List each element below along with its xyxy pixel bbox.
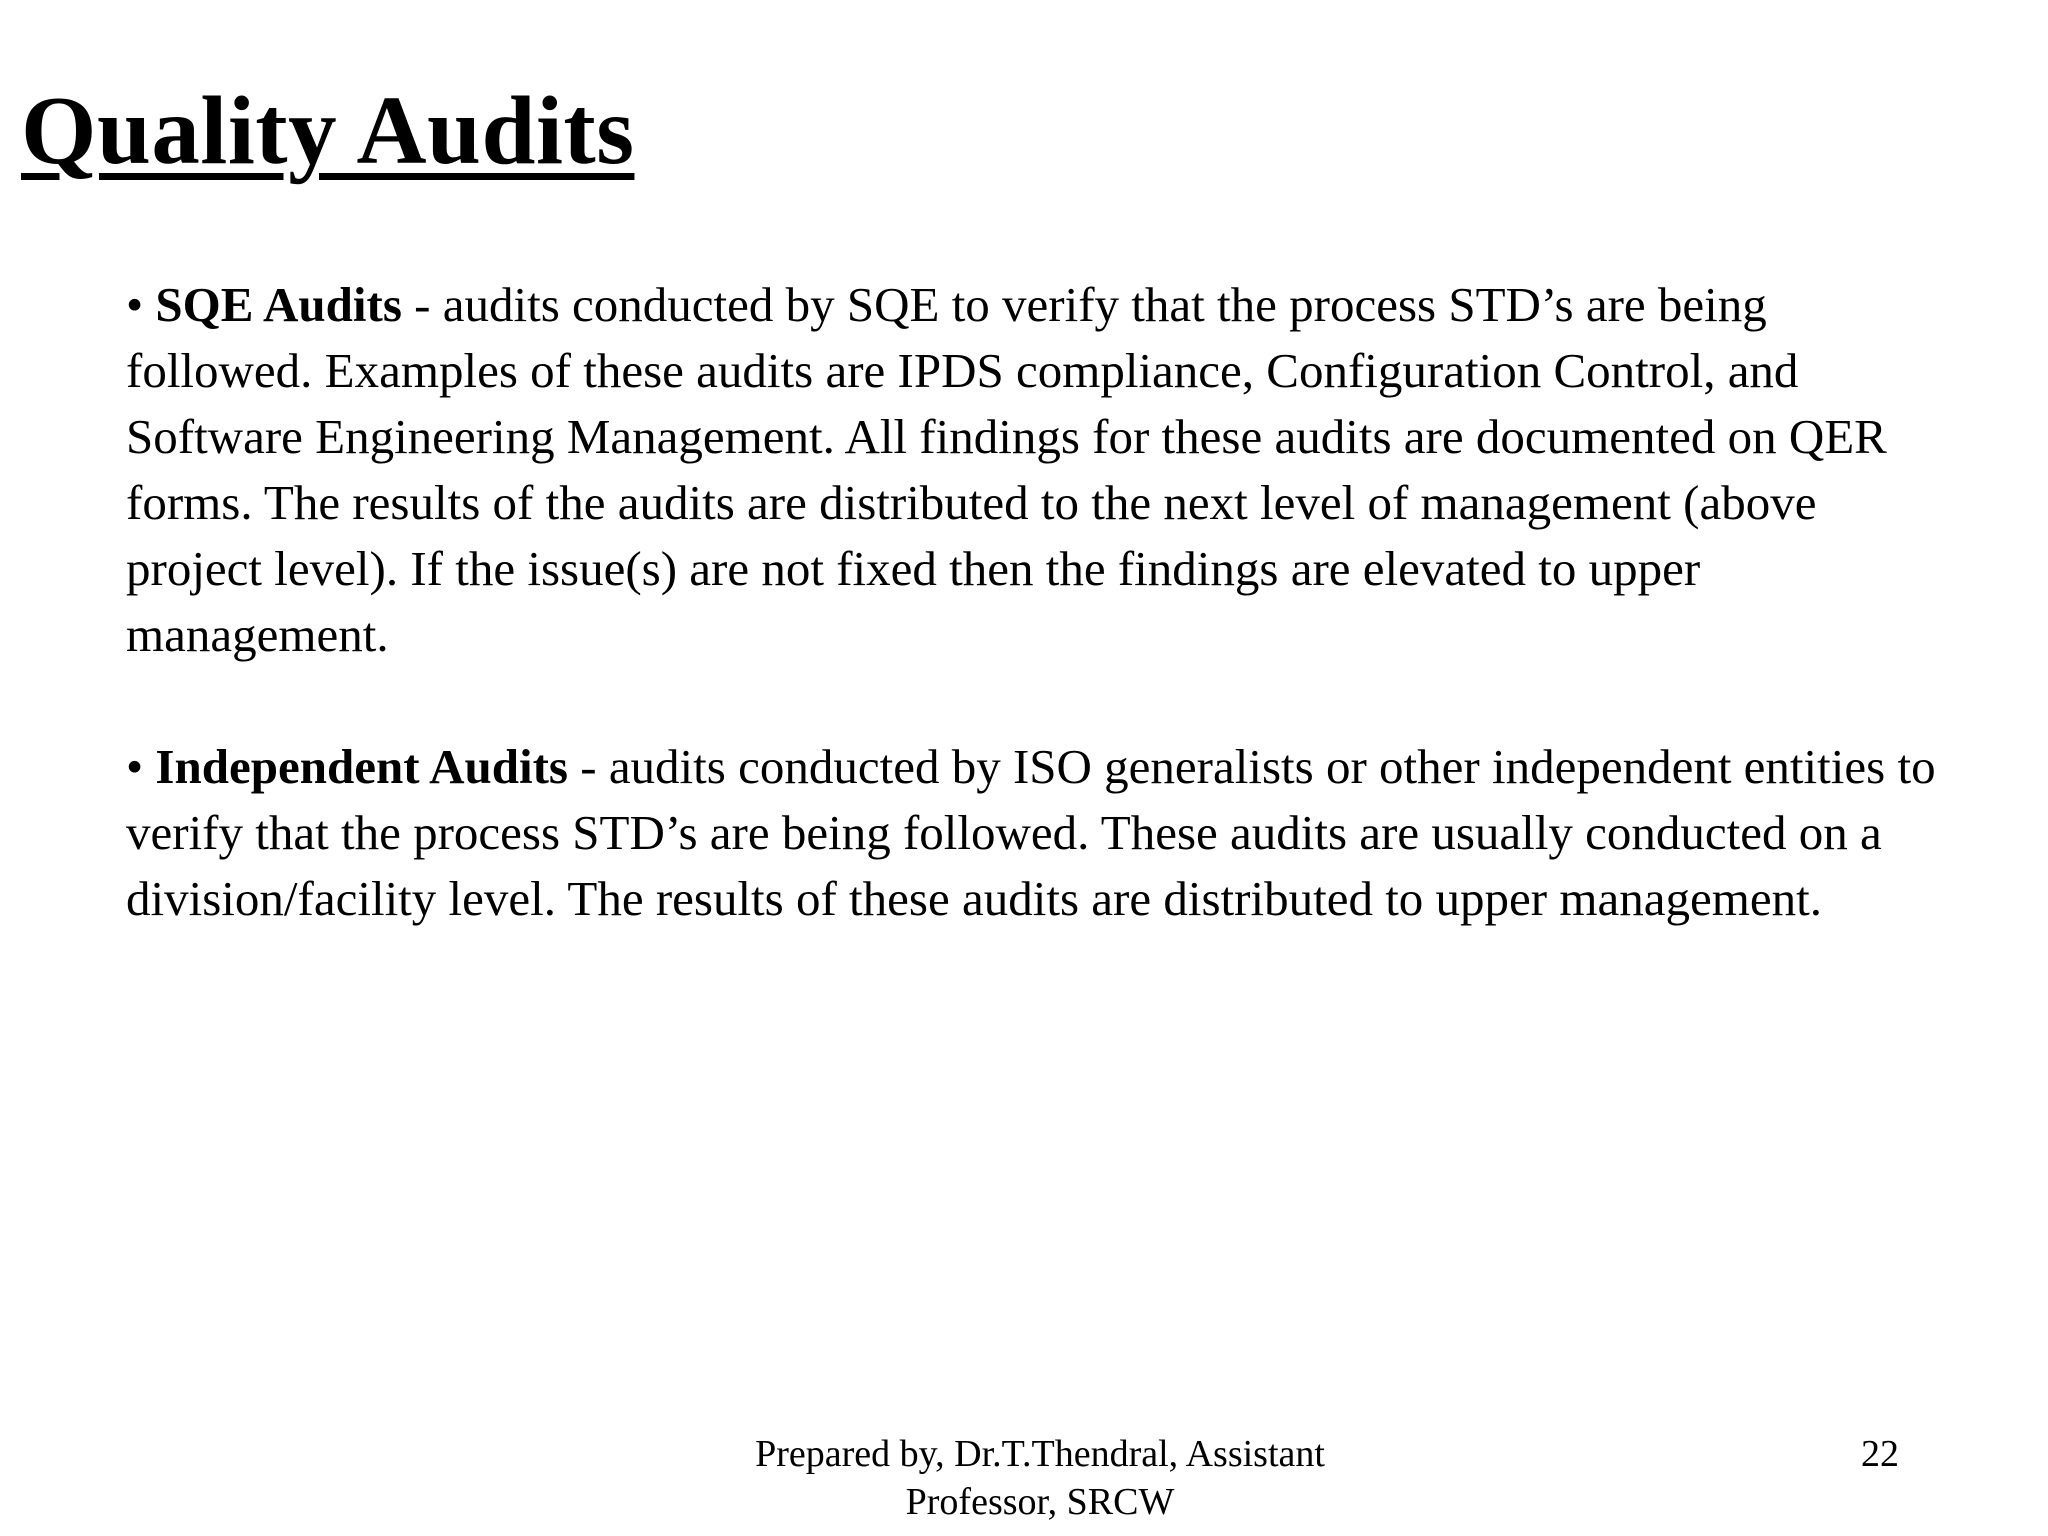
bullet-text: audits conducted by SQE to verify that the process STD’s are being followed. Examples of these audits are IPDS compliance, Configuration Control, and Software Engineering Management. All findings for these audits are documented on QER forms. The results of the audits are distributed to the next level of management (above project level). If the issue(s) are not fixed then the findings are elevated to upper management. [126,277,1887,662]
footer-credit [700,1430,1380,1526]
bullet-marker: • [126,277,144,332]
bullet-separator: - [401,277,443,332]
page-number: 22 [1861,1433,1899,1475]
bullet-term: Independent Audits [155,739,568,794]
bullet-separator: - [567,739,609,794]
bullet-text: audits conducted by ISO generalists or other independent entities to verify that the process STD’s are being followed. These audits are usually conducted on a division/facility level. The results of these audits are distributed to upper management. [126,739,1936,926]
bullet-independent-audits [126,734,1956,932]
footer-credit-line-2: Professor, SRCW [905,1481,1175,1523]
bullet-term: SQE Audits [155,277,402,332]
bullet-list [126,272,1956,932]
bullet-sqe-audits [126,272,1956,668]
bullet-marker: • [126,739,144,794]
footer-credit-line-1: Prepared by, Dr.T.Thendral, Assistant [755,1433,1325,1475]
slide-title: Quality Audits [21,77,635,184]
